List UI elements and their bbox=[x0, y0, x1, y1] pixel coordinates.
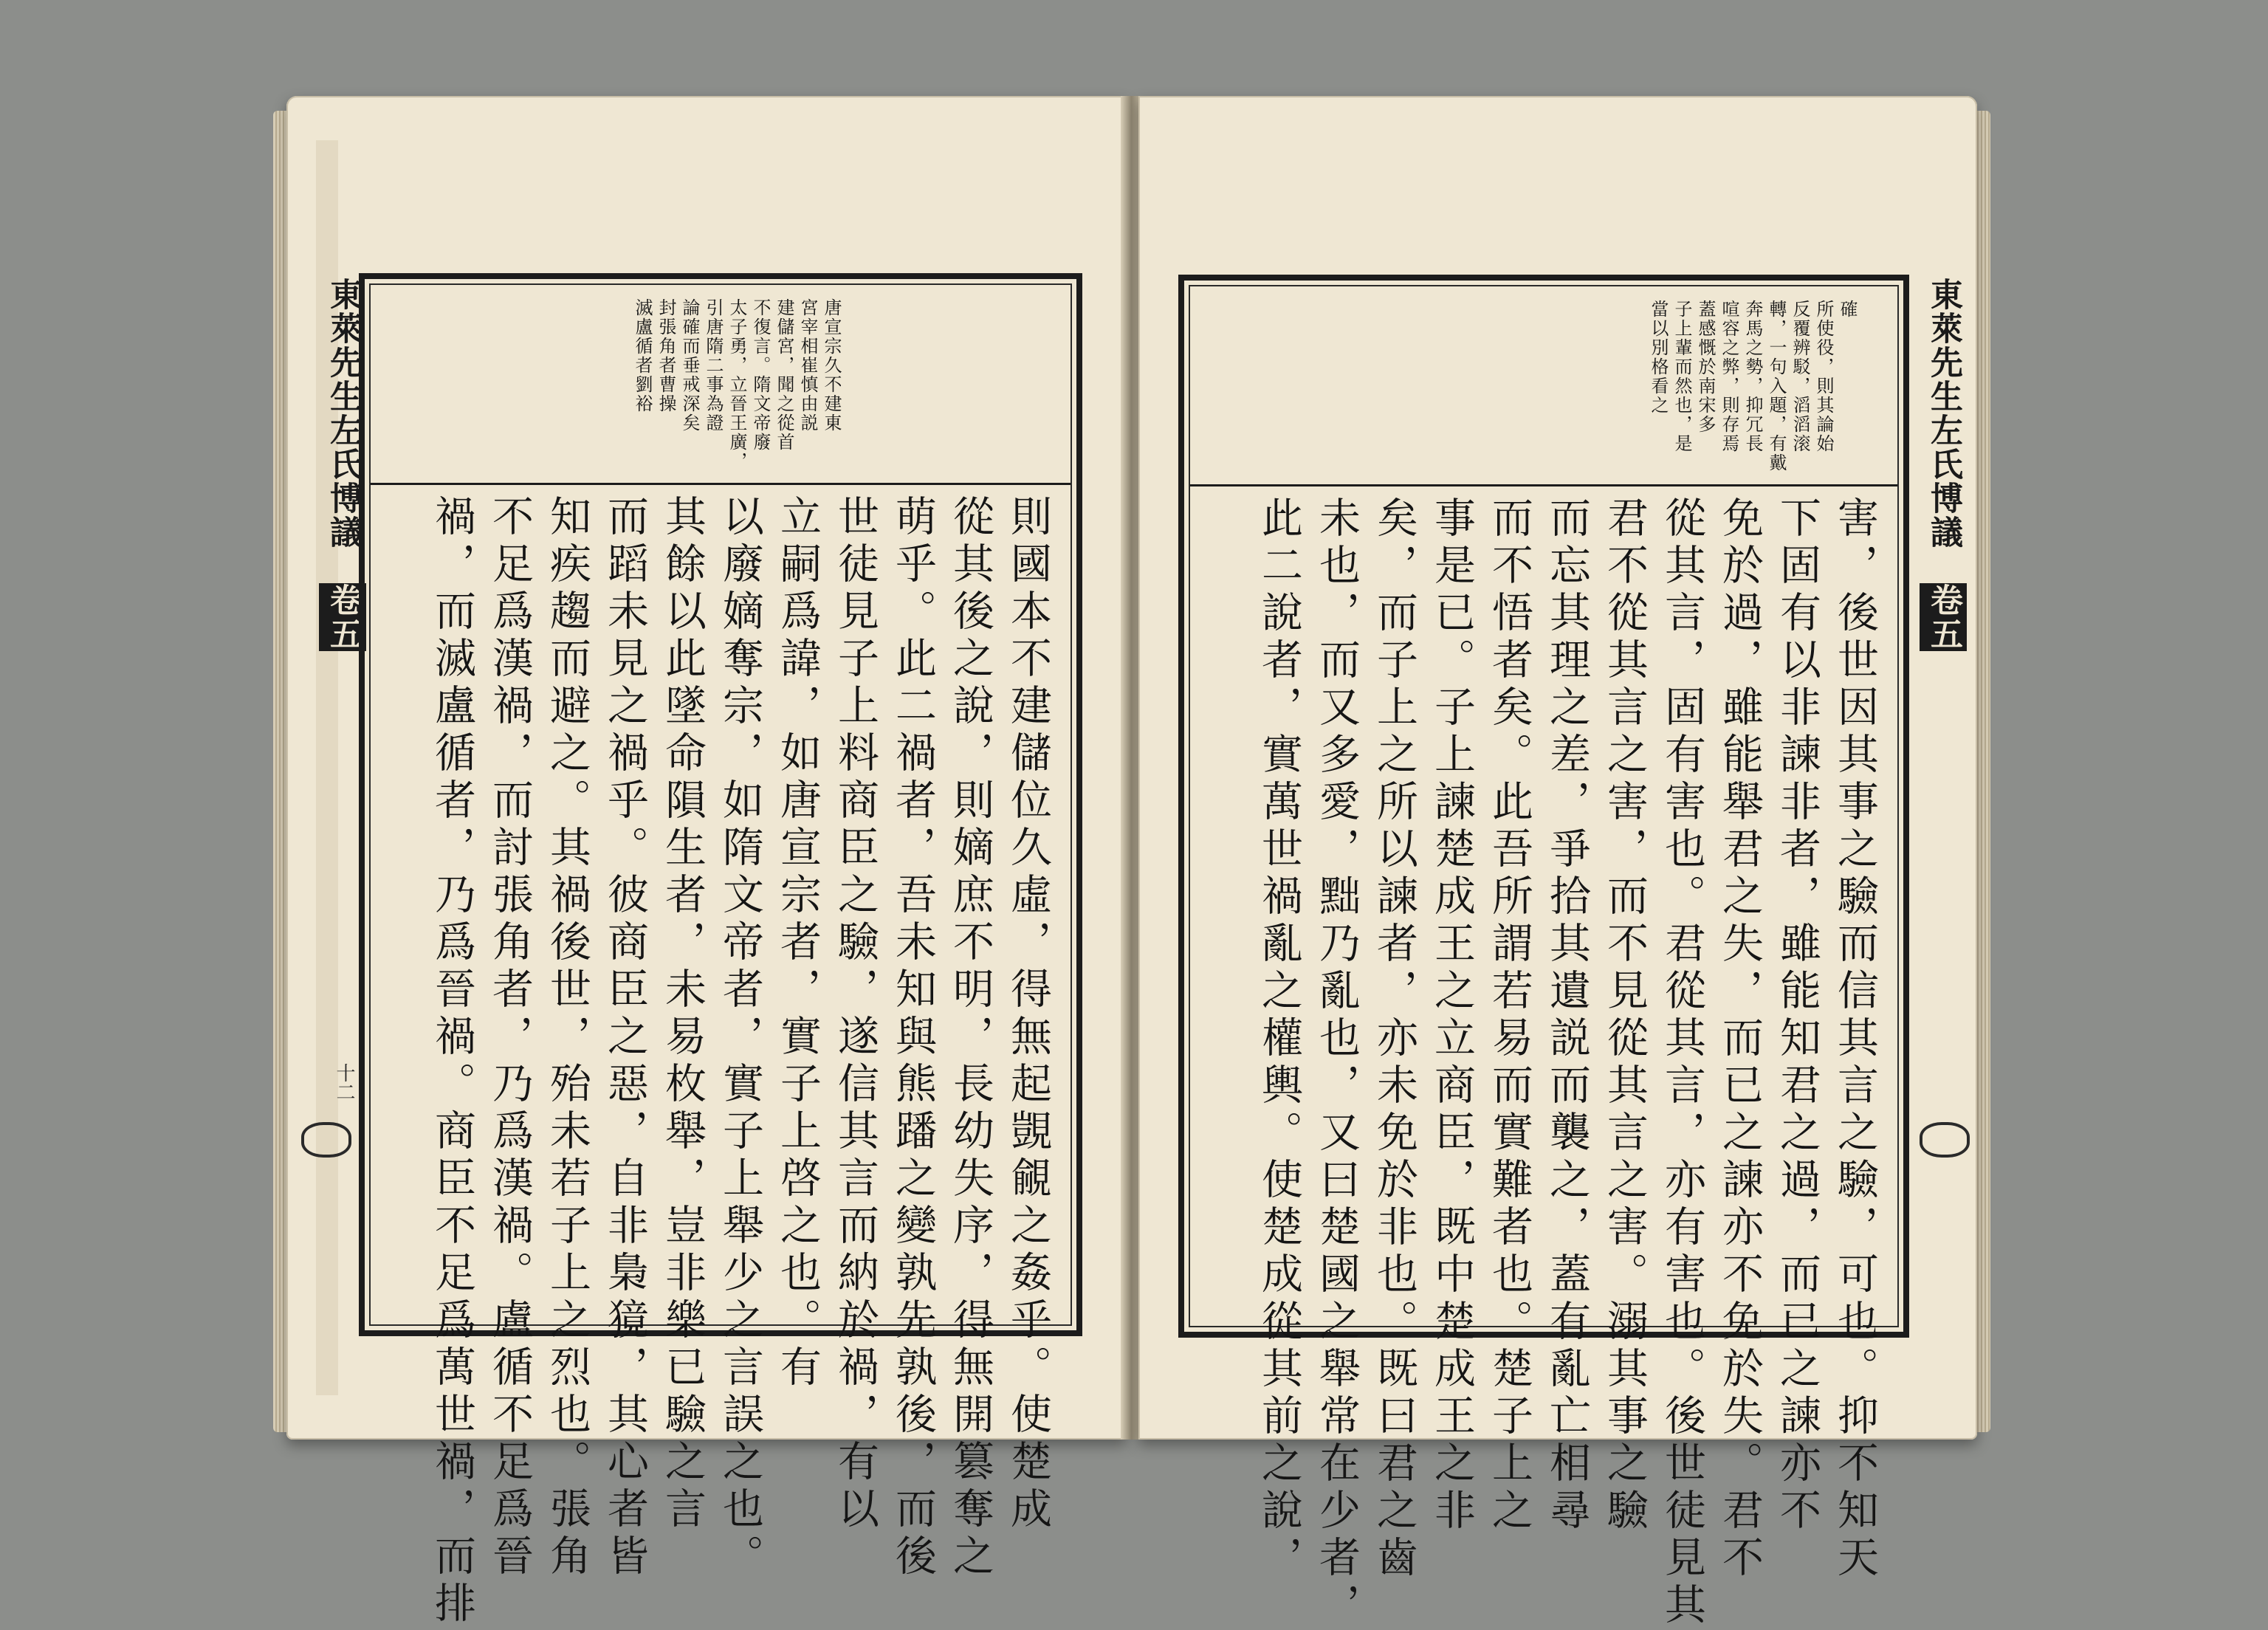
left-head-notes bbox=[371, 285, 1071, 485]
head-note: 蓋感慨於南宋多 bbox=[1695, 300, 1716, 434]
head-note: 太子勇，立晉王廣， bbox=[726, 298, 747, 471]
left-page bbox=[286, 96, 1127, 1629]
head-note: 奔馬之勢，抑冗長 bbox=[1742, 300, 1763, 453]
right-hashira: 東萊先生左氏博議 bbox=[1925, 278, 1962, 549]
head-note: 唐宣宗久不建東 bbox=[821, 298, 842, 433]
body-column: 未也，而又多愛，黜乃亂也，又曰楚國之舉常在少者， bbox=[1313, 496, 1361, 1630]
head-note: 建儲宮，聞之從首 bbox=[774, 298, 794, 452]
head-note: 當以別格看之 bbox=[1648, 300, 1669, 415]
head-note: 轉，一句入題，有戴 bbox=[1766, 300, 1787, 472]
body-column: 不足爲漢禍，而討張角者，乃爲漢禍。盧循不足爲晉 bbox=[486, 495, 534, 1581]
head-note: 不復言。隋文帝廢 bbox=[750, 298, 771, 452]
body-column: 立嗣爲諱，如唐宣宗者，實子上啓之也。有 bbox=[774, 495, 822, 1392]
body-column: 事是已。子上諫楚成王之立商臣，既中楚成王之非 bbox=[1428, 496, 1476, 1536]
left-text-frame bbox=[359, 273, 1082, 1629]
head-note: 滅盧循者劉裕 bbox=[632, 298, 653, 413]
head-note: 引唐隋二事為證 bbox=[703, 298, 724, 433]
head-note: 論確而垂戒深矣 bbox=[679, 298, 700, 433]
body-column: 而蹈未見之禍乎。彼商臣之惡，自非梟獍，其心者皆 bbox=[601, 495, 649, 1581]
body-column: 其餘以此墜命隕生者，未易枚舉，豈非樂已驗之言 bbox=[659, 495, 707, 1534]
right-text-frame bbox=[1178, 275, 1909, 1630]
head-note: 喧容之弊，則存焉 bbox=[1719, 300, 1739, 453]
body-column: 君不從其言之害，而不見從其言之害。溺其事之驗 bbox=[1601, 496, 1649, 1536]
body-column: 下固有以非諫非者，雖能知君之過，而已之諫亦不 bbox=[1773, 496, 1821, 1536]
body-column: 以廢嫡奪宗，如隋文帝者，實子上舉少之言誤之也。 bbox=[716, 495, 764, 1581]
head-note: 子上輩而然也，是 bbox=[1671, 300, 1692, 453]
left-volume-label: 卷五 bbox=[319, 583, 366, 651]
body-column: 從其後之說，則嫡庶不明，長幼失序，得無開篡奪之 bbox=[946, 495, 994, 1581]
head-note: 反覆辨駁，滔滔滚 bbox=[1790, 300, 1810, 453]
right-fishtail-mark bbox=[1920, 1122, 1970, 1158]
open-book bbox=[286, 81, 1977, 1630]
head-note: 宮宰相崔慎由説 bbox=[797, 298, 818, 433]
body-column: 免於過，雖能舉君之失，而已之諫亦不免於失。君不 bbox=[1716, 496, 1764, 1583]
left-folio: 十二 bbox=[333, 1063, 355, 1101]
body-column: 矣，而子上之所以諫者，亦未免於非也。既曰君之齒 bbox=[1370, 496, 1418, 1583]
body-column: 而忘其理之差，爭拾其遺説而襲之，蓋有亂亡相尋 bbox=[1543, 496, 1591, 1536]
body-column: 世徒見子上料商臣之驗，遂信其言而納於禍，有以 bbox=[831, 495, 879, 1534]
body-column: 知疾趨而避之。其禍後世，殆未若子上之烈也。張角 bbox=[543, 495, 591, 1581]
head-note: 封張角者曹操 bbox=[656, 298, 676, 413]
head-note: 確 bbox=[1837, 300, 1858, 319]
body-column: 此二說者，實萬世禍亂之權輿。使楚成從其前之說， bbox=[1255, 496, 1303, 1583]
left-fishtail-mark bbox=[301, 1122, 351, 1158]
right-head-notes bbox=[1190, 286, 1897, 486]
right-volume-label: 卷五 bbox=[1920, 583, 1967, 651]
left-hashira: 東萊先生左氏博議 bbox=[324, 278, 362, 549]
body-column: 萌乎。此二禍者，吾未知與熊蹯之變孰先孰後，而後 bbox=[889, 495, 937, 1581]
body-column: 害，後世因其事之驗而信其言之驗，可也。抑不知天 bbox=[1831, 496, 1879, 1583]
body-column: 則國本不建儲位久虛，得無起覬覦之姦乎。使楚成 bbox=[1004, 495, 1052, 1534]
body-column: 禍，而滅盧循者，乃爲晉禍。商臣不足爲萬世禍，而排 bbox=[428, 495, 476, 1629]
head-note: 所使役，則其論始 bbox=[1813, 300, 1834, 453]
body-column: 從其言，固有害也。君從其言，亦有害也。後世徒見其 bbox=[1658, 496, 1706, 1630]
right-page bbox=[1138, 96, 1977, 1630]
body-column: 而不悟者矣。此吾所謂若易而實難者也。楚子上之 bbox=[1485, 496, 1533, 1536]
